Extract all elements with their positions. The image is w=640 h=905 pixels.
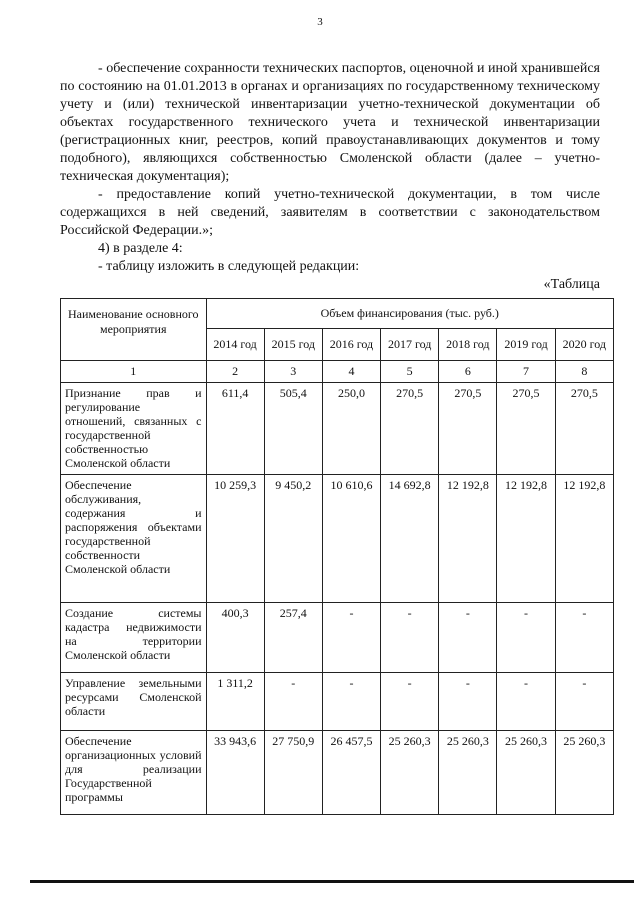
row-value: 12 192,8 <box>439 475 497 603</box>
row-value: 12 192,8 <box>497 475 555 603</box>
paragraph-table-instruction: - таблицу изложить в следующей редакции: <box>98 259 360 274</box>
header-activity-name: Наименование основного мероприятия <box>61 299 207 361</box>
row-value: - <box>264 673 322 731</box>
row-value: - <box>497 673 555 731</box>
table-row <box>61 673 614 731</box>
row-value: - <box>322 603 380 673</box>
column-number: 8 <box>555 361 613 383</box>
column-number: 7 <box>497 361 555 383</box>
row-value: 26 457,5 <box>322 731 380 815</box>
row-value: - <box>439 603 497 673</box>
row-value: 27 750,9 <box>264 731 322 815</box>
row-value: 25 260,3 <box>439 731 497 815</box>
funding-table <box>60 298 614 815</box>
row-value: 10 259,3 <box>206 475 264 603</box>
row-activity-name: Управление земельными ресурсами Смоленской области <box>61 673 207 731</box>
row-value: - <box>381 673 439 731</box>
row-value: 25 260,3 <box>497 731 555 815</box>
column-number: 2 <box>206 361 264 383</box>
row-value: 25 260,3 <box>555 731 613 815</box>
row-value: 25 260,3 <box>381 731 439 815</box>
column-number: 5 <box>381 361 439 383</box>
header-year: 2020 год <box>555 329 613 361</box>
row-value: - <box>497 603 555 673</box>
row-value: - <box>555 673 613 731</box>
table-row <box>61 603 614 673</box>
row-activity-name: Обеспечение обслуживания, содержания и распоряжения объектами государственной собственности Смоленской области <box>61 475 207 603</box>
document-body <box>60 60 600 294</box>
row-value: 270,5 <box>497 383 555 475</box>
table-row <box>61 475 614 603</box>
column-number: 4 <box>322 361 380 383</box>
row-value: - <box>555 603 613 673</box>
header-funding-volume: Объем финансирования (тыс. руб.) <box>206 299 614 329</box>
page-number: 3 <box>317 16 323 28</box>
header-year: 2015 год <box>264 329 322 361</box>
row-value: 400,3 <box>206 603 264 673</box>
column-number-row <box>61 361 614 383</box>
paragraph-copies-provision: - предоставление копий учетно-технической документации, в том числе содержащихся в ней сведений, заявителям в соответствии с законодательством Российской Федерации.»; <box>60 187 600 238</box>
row-activity-name: Создание системы кадастра недвижимости на территории Смоленской области <box>61 603 207 673</box>
column-number: 1 <box>61 361 207 383</box>
row-value: 33 943,6 <box>206 731 264 815</box>
row-value: 12 192,8 <box>555 475 613 603</box>
column-number: 6 <box>439 361 497 383</box>
row-value: 270,5 <box>555 383 613 475</box>
row-value: 250,0 <box>322 383 380 475</box>
header-year: 2018 год <box>439 329 497 361</box>
table-row <box>61 383 614 475</box>
paragraph-section-4: 4) в разделе 4: <box>98 241 183 256</box>
row-activity-name: Признание прав и регулирование отношений, связанных с государственной собственностью Смоленской области <box>61 383 207 475</box>
header-year: 2016 год <box>322 329 380 361</box>
row-value: 9 450,2 <box>264 475 322 603</box>
row-value: 505,4 <box>264 383 322 475</box>
footer-divider <box>30 880 634 883</box>
row-value: - <box>322 673 380 731</box>
header-year: 2014 год <box>206 329 264 361</box>
row-value: 270,5 <box>381 383 439 475</box>
table-caption: «Таблица <box>543 277 600 292</box>
row-value: 611,4 <box>206 383 264 475</box>
row-value: 10 610,6 <box>322 475 380 603</box>
header-year: 2019 год <box>497 329 555 361</box>
row-value: 14 692,8 <box>381 475 439 603</box>
row-value: 270,5 <box>439 383 497 475</box>
header-year: 2017 год <box>381 329 439 361</box>
row-activity-name: Обеспечение организационных условий для реализации Государственной программы <box>61 731 207 815</box>
row-value: - <box>439 673 497 731</box>
row-value: 1 311,2 <box>206 673 264 731</box>
table-header-row <box>61 299 614 329</box>
row-value: - <box>381 603 439 673</box>
paragraph-documents-safekeeping: - обеспечение сохранности технических паспортов, оценочной и иной хранившейся по состоянию на 01.01.2013 в органах и организациях по государственному техническому учету и (или) технической инвентаризации учетно-технической документации об объектах государственного технического учета и технической инвентаризации (регистрационных книг, реестров, копий правоустанавливающих документов и тому подобного), являющихся собственностью Смоленской области (далее – учетно-техническая документация); <box>60 61 600 184</box>
column-number: 3 <box>264 361 322 383</box>
row-value: 257,4 <box>264 603 322 673</box>
table-row <box>61 731 614 815</box>
